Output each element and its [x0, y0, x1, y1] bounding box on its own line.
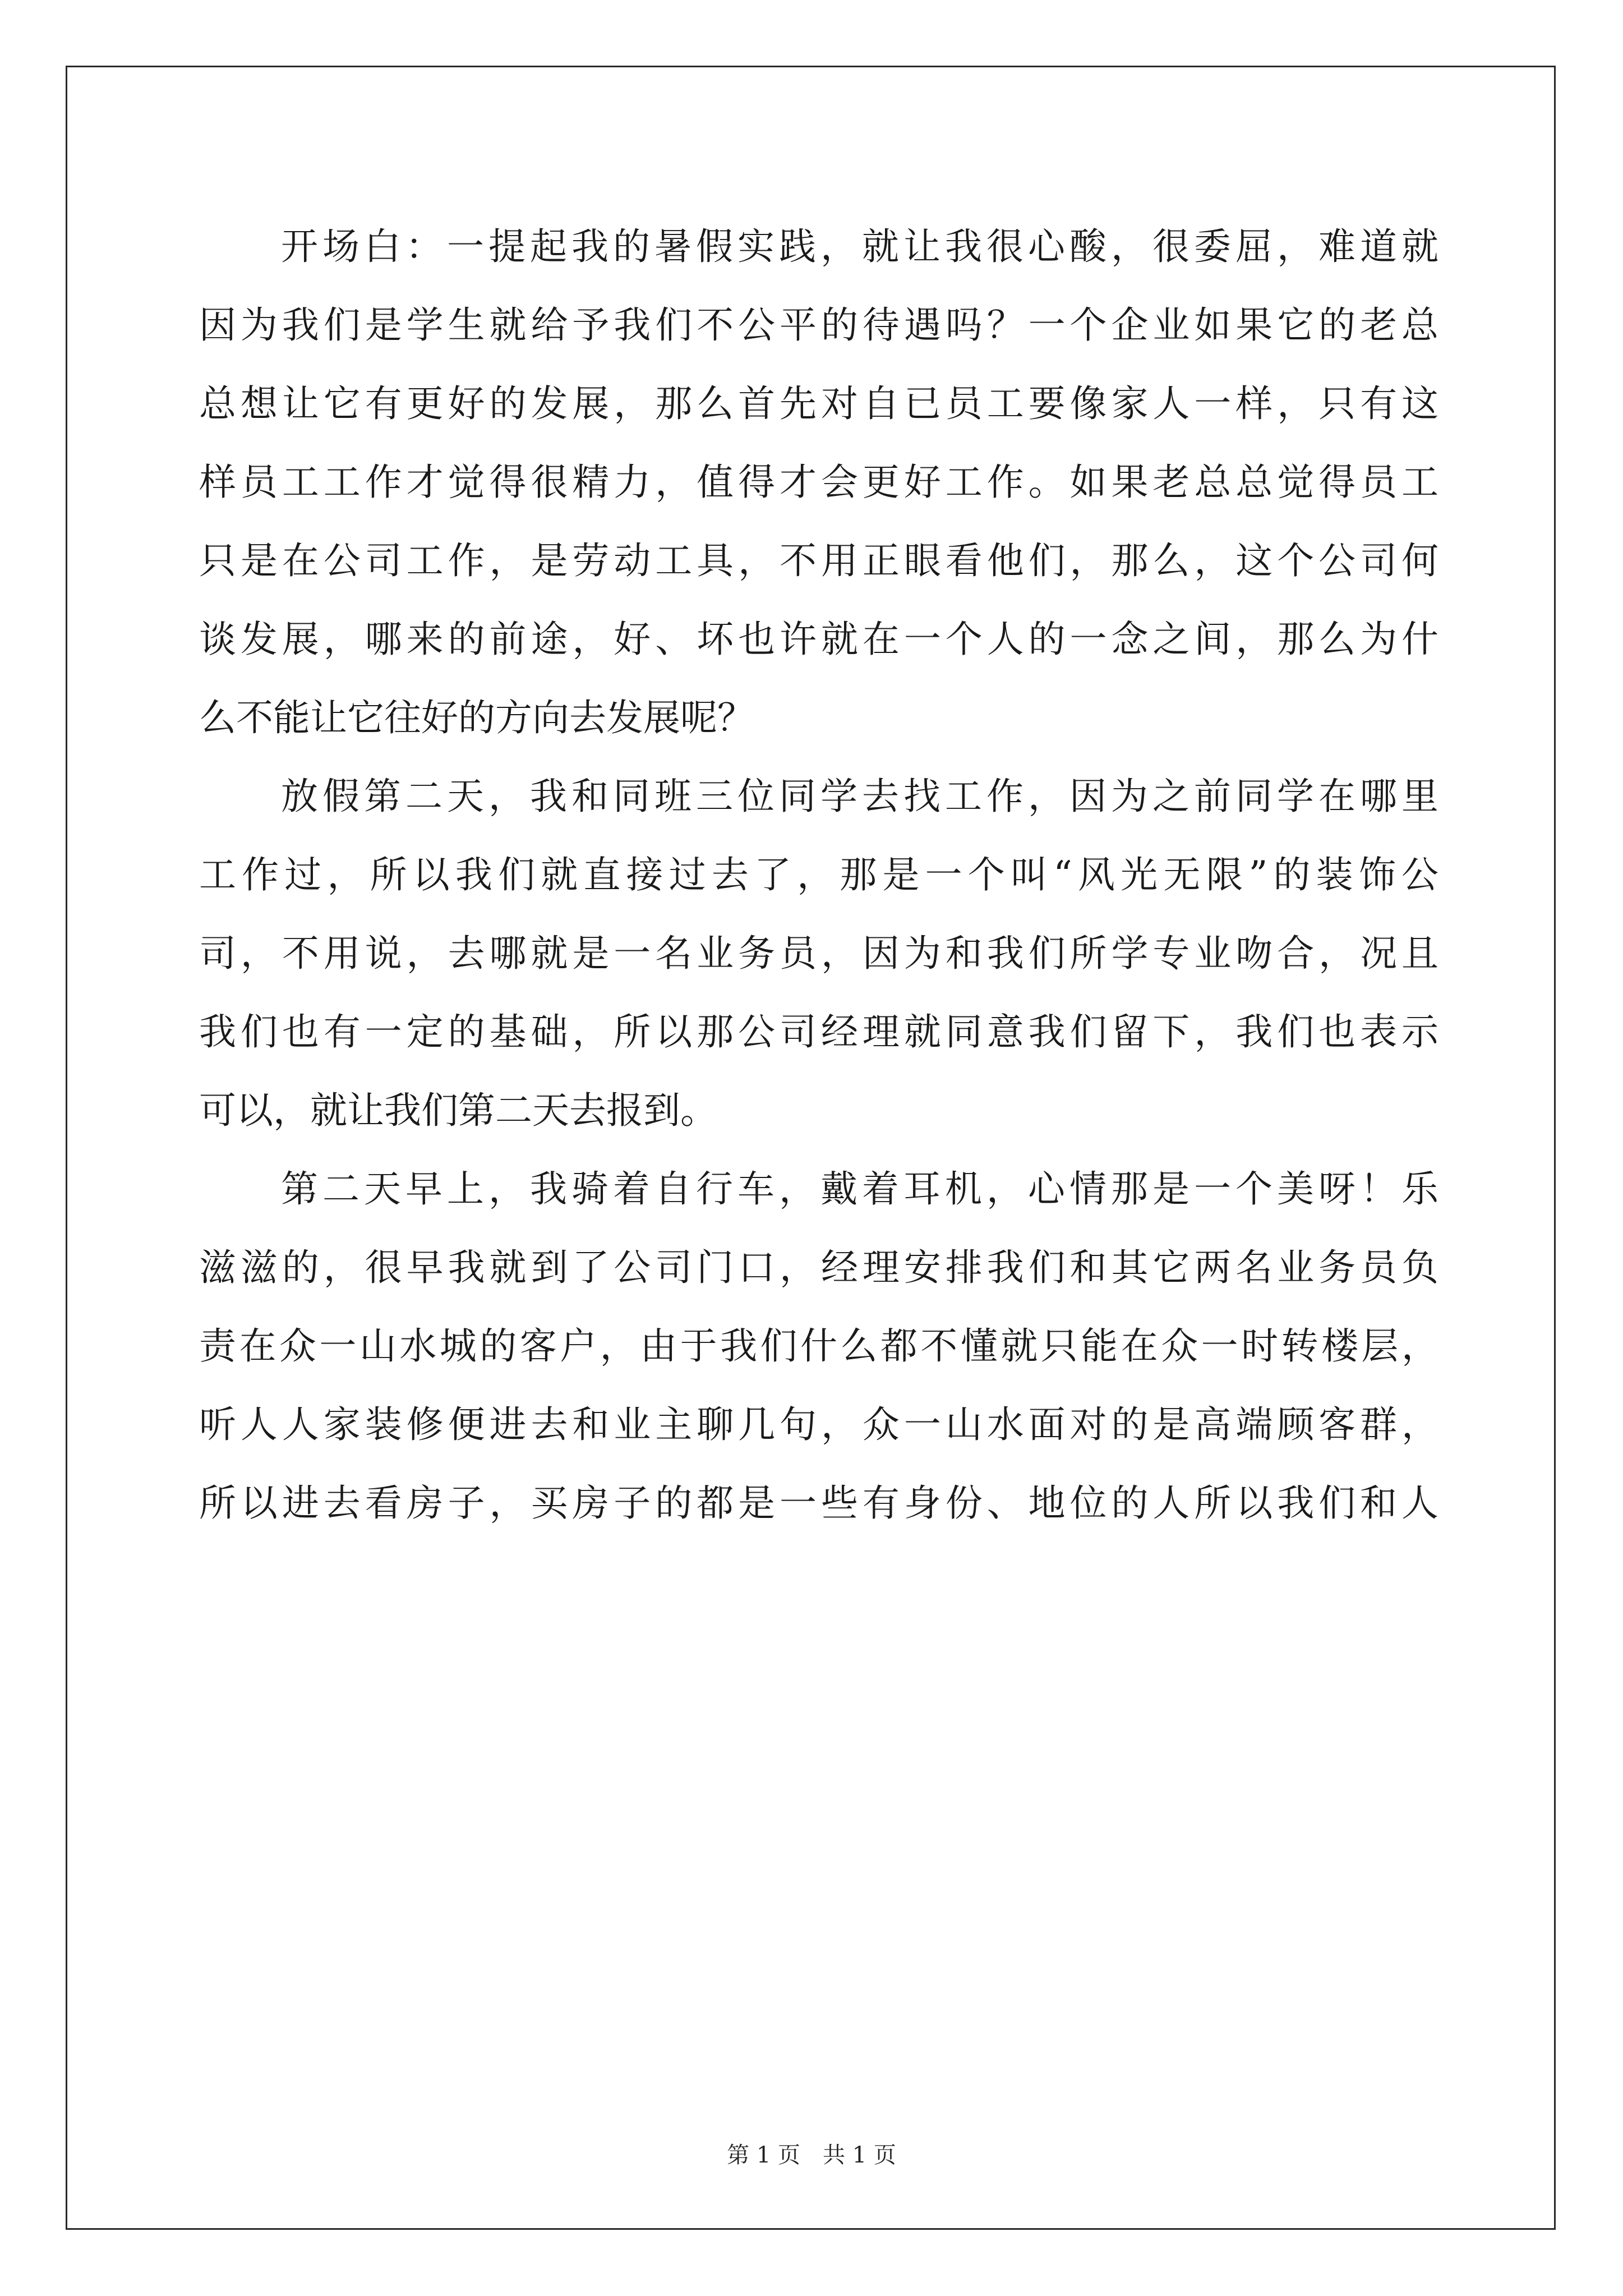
paragraph-1-line-6: 谈发展，哪来的前途，好、坏也许就在一个人的一念之间，那么为什	[199, 618, 1438, 661]
paragraph-3-line-4: 听人人家装修便进去和业主聊几句，众一山水面对的是高端顾客群，	[199, 1403, 1438, 1446]
paragraph-2-line-2: 工作过，所以我们就直接过去了，那是一个叫“风光无限”的装饰公	[199, 853, 1438, 896]
paragraph-1-line-2: 因为我们是学生就给予我们不公平的待遇吗？一个企业如果它的老总	[199, 303, 1438, 347]
paragraph-3-line-2: 滋滋的，很早我就到了公司门口，经理安排我们和其它两名业务员负	[199, 1246, 1438, 1289]
paragraph-2-line-4: 我们也有一定的基础，所以那公司经理就同意我们留下，我们也表示	[199, 1010, 1438, 1053]
paragraph-1-line-1: 开场白：一提起我的暑假实践，就让我很心酸，很委屈，难道就	[281, 225, 1438, 268]
paragraph-3-line-1: 第二天早上，我骑着自行车，戴着耳机，心情那是一个美呀！乐	[281, 1167, 1438, 1211]
paragraph-1-line-7: 么不能让它往好的方向去发展呢？	[199, 696, 754, 739]
paragraph-3-line-3: 责在众一山水城的客户，由于我们什么都不懂就只能在众一时转楼层，	[199, 1324, 1438, 1368]
paragraph-2-line-5: 可以，就让我们第二天去报到。	[199, 1089, 717, 1132]
paragraph-1-line-5: 只是在公司工作，是劳动工具，不用正眼看他们，那么，这个公司何	[199, 539, 1438, 582]
paragraph-1-line-3: 总想让它有更好的发展，那么首先对自已员工要像家人一样，只有这	[199, 382, 1438, 425]
paragraph-2-line-3: 司，不用说，去哪就是一名业务员，因为和我们所学专业吻合，况且	[199, 932, 1438, 975]
page-number-footer: 第 1 页 共 1 页	[727, 2142, 896, 2168]
paragraph-1-line-4: 样员工工作才觉得很精力，值得才会更好工作。如果老总总觉得员工	[199, 461, 1438, 504]
paragraph-2-line-1: 放假第二天，我和同班三位同学去找工作，因为之前同学在哪里	[281, 775, 1438, 818]
paragraph-3-line-5: 所以进去看房子，买房子的都是一些有身份、地位的人所以我们和人	[199, 1481, 1438, 1525]
